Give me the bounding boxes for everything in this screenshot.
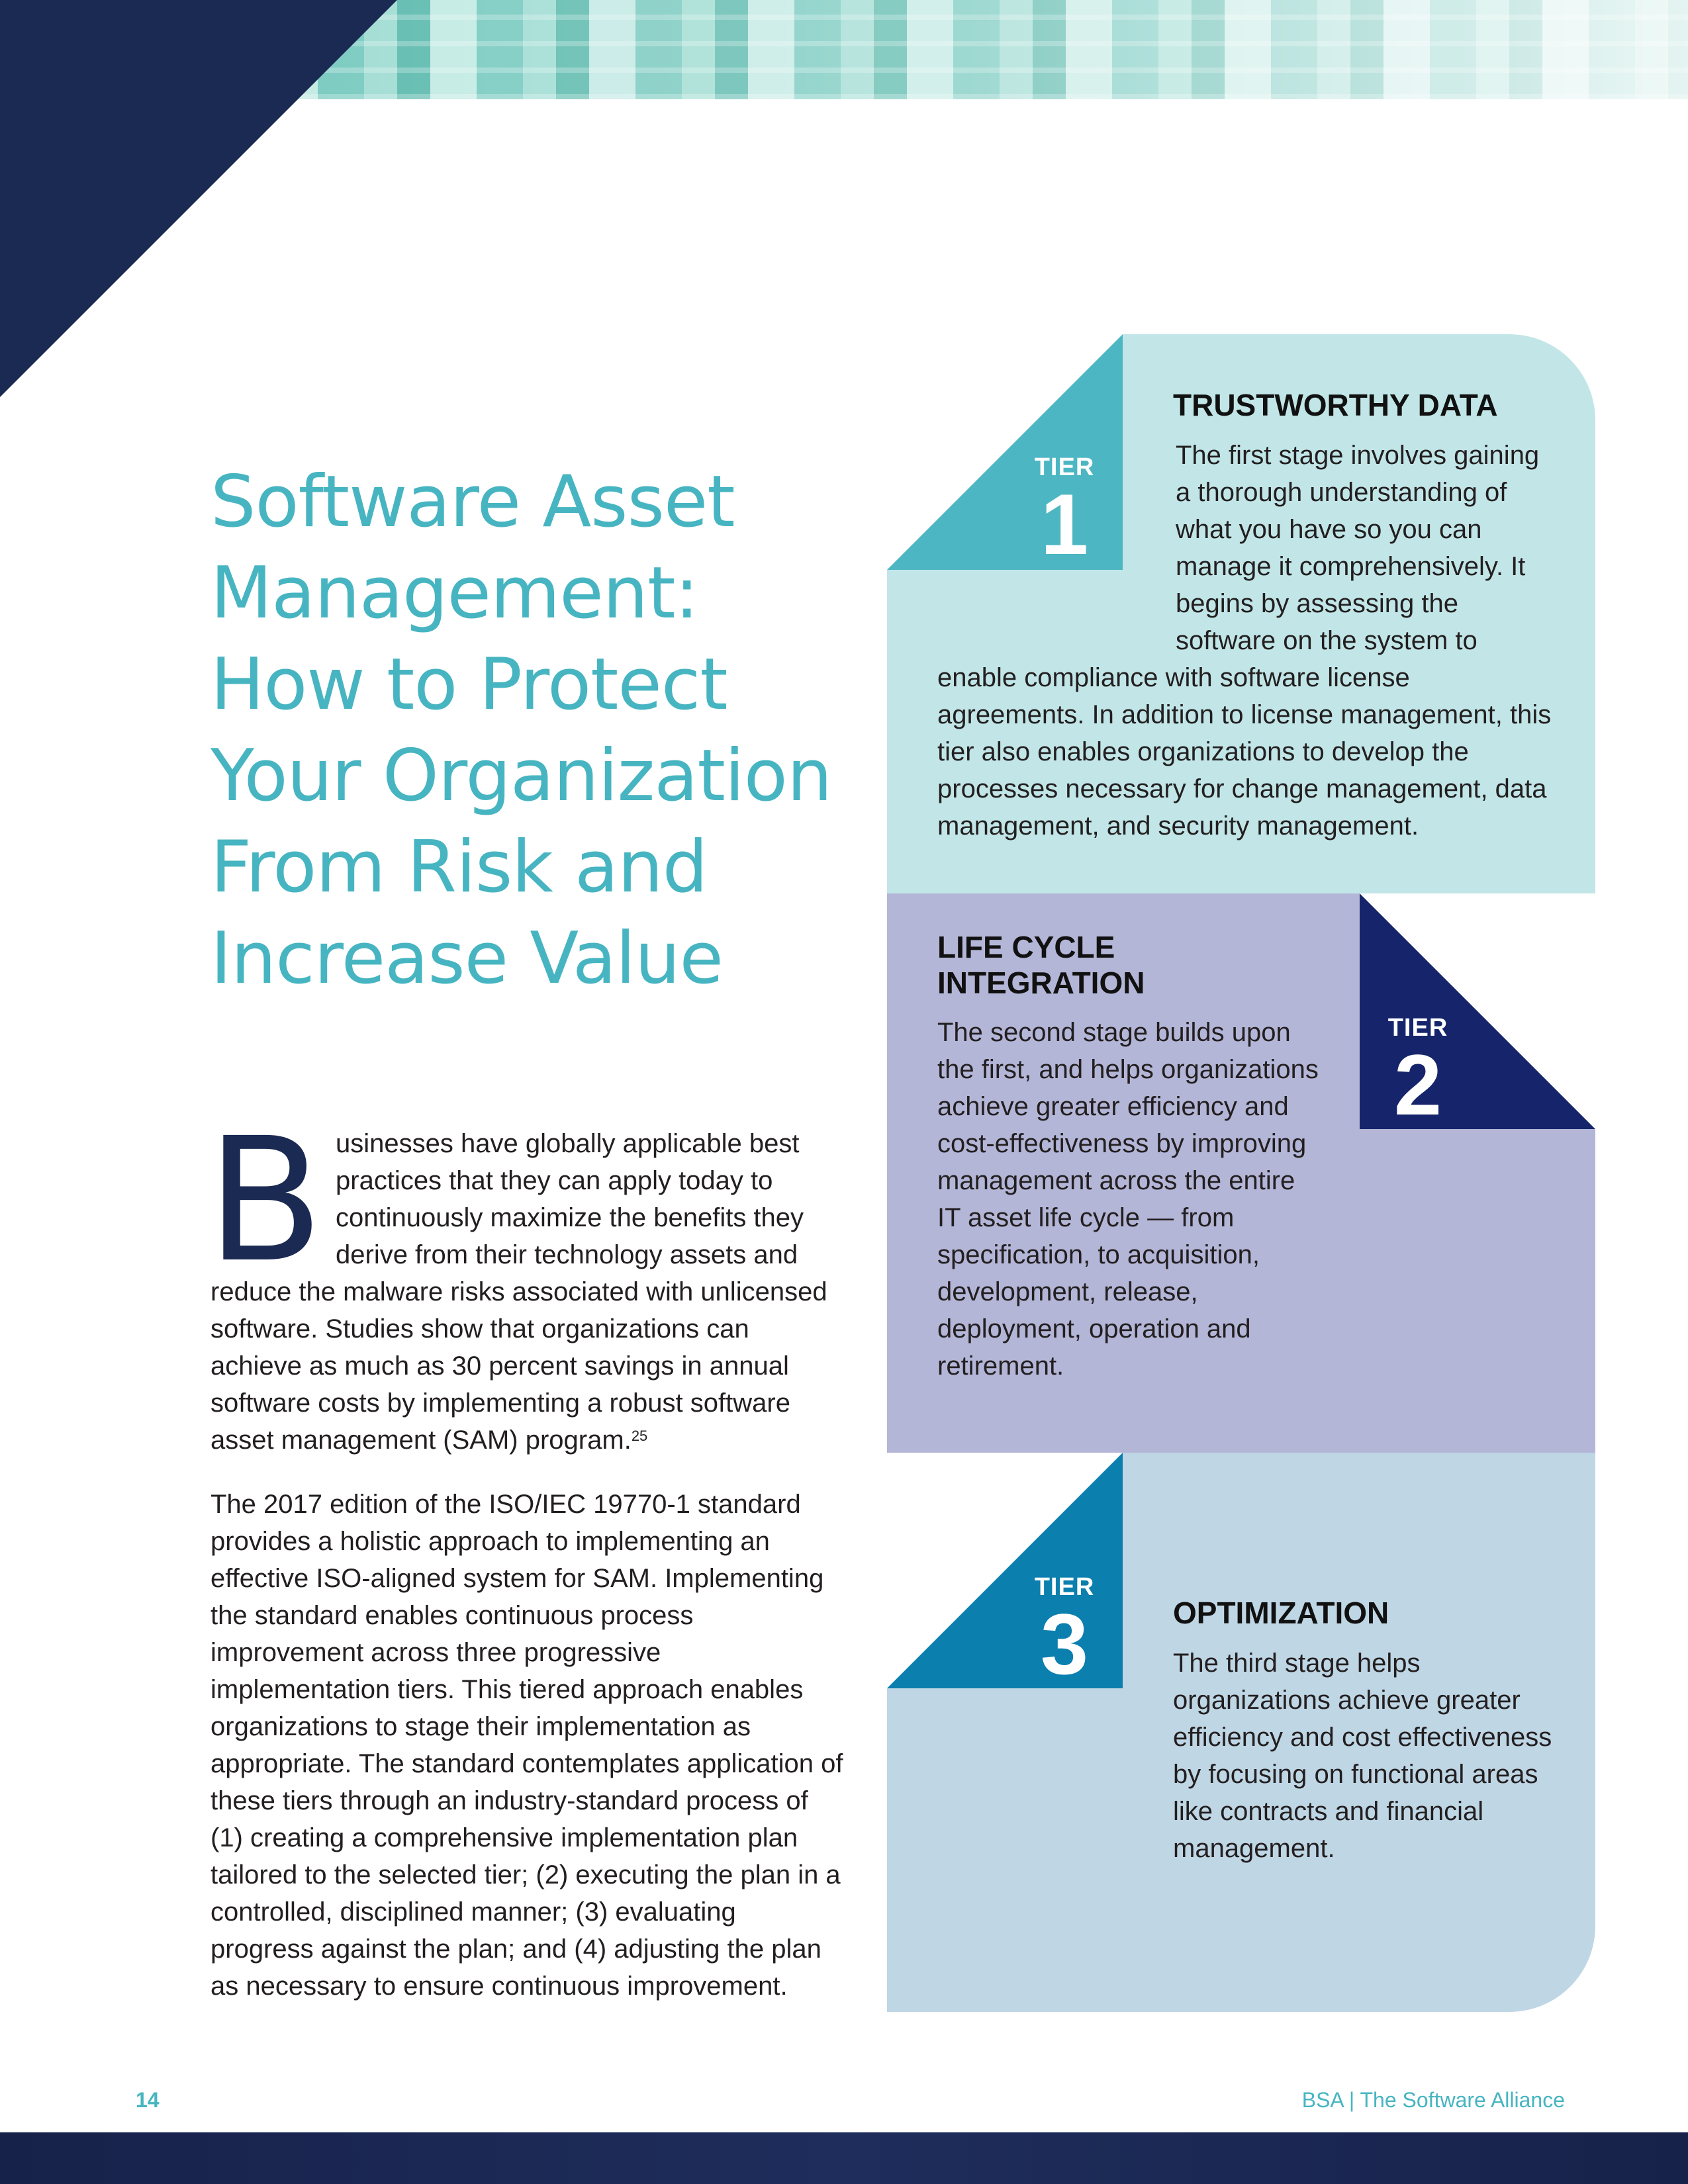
tier-3-panel	[887, 1453, 1595, 2012]
tier-3-number: 3	[1040, 1596, 1089, 1692]
tier-3-label: TIER	[1034, 1573, 1095, 1601]
title-line: Software Asset	[211, 461, 735, 543]
tier-1-panel	[887, 334, 1595, 893]
tier-1-body-text: The first stage involves gaining a thorough understanding of what you have so you can manage it comprehensively. It begins by assessing the software on the system to enable compliance with software license agreements. In addition to license management, this tier also enables organizations to develop the processes necessary for change management, data management, and security management.	[937, 441, 1552, 841]
tier-1-wrap-spacer	[937, 437, 1176, 629]
tier-2-label: TIER	[1387, 1014, 1448, 1042]
title-line: Your Organization	[211, 735, 832, 817]
title-line: How to Protect	[211, 643, 727, 726]
body-paragraph: The 2017 edition of the ISO/IEC 19770-1 standard provides a holistic approach to implementing an effective ISO-aligned system for SAM. Implementing the standard enables continuous process improvement across three progressive implementation tiers. This tiered approach enables organizations to stage their implementation as appropriate. The standard contemplates application of these tiers through an industry-standard process of (1) creating a comprehensive implementation plan tailored to the selected tier; (2) executing the plan in a controlled, disciplined manner; (3) evaluating progress against the plan; and (4) adjusting the plan as necessary to ensure continuous improvement.	[211, 1490, 843, 2001]
tier-1-heading: TRUSTWORTHY DATA	[1173, 388, 1498, 422]
footer-brand: BSA | The Software Alliance	[1301, 2088, 1565, 2112]
tier-1-body	[937, 437, 1553, 844]
drop-cap: B	[207, 1101, 324, 1300]
tier-2-heading: LIFE CYCLE INTEGRATION	[937, 930, 1145, 1000]
tier-2-panel	[887, 893, 1595, 1453]
intro-paragraph	[207, 1101, 846, 1459]
footnote-marker[interactable]: 25	[631, 1428, 648, 1444]
tier-3-body: The third stage helps organizations achieve greater efficiency and cost effectiveness by focusing on functional areas like contracts and financial management.	[1173, 1649, 1552, 1863]
page-number: 14	[136, 2088, 160, 2112]
intro-text: usinesses have globally applicable best practices that they can apply today to continuously maximize the benefits they derive from their technology assets and reduce the malware risks associated with unlicensed software. Studies show that organizations can achieve as much as 30 percent savings in annual software costs by implementing a robust software asset management (SAM) program.	[211, 1129, 827, 1455]
footer-band-decoration	[0, 2132, 1688, 2184]
tier-1-number: 1	[1040, 476, 1089, 572]
tier-2-number: 2	[1393, 1036, 1442, 1133]
title-line: Management:	[211, 552, 698, 635]
title-line: Increase Value	[211, 917, 723, 1000]
tier-2-body: The second stage builds upon the first, and helps organizations achieve greater efficiency and cost-effectiveness by improving management across the entire IT asset life cycle — from specification, to acquisition, development, release, deployment, operation and retirement.	[937, 1018, 1319, 1381]
corner-triangle-decoration	[0, 0, 397, 397]
tier-3-heading: OPTIMIZATION	[1173, 1596, 1389, 1630]
title-line: From Risk and	[211, 826, 708, 909]
page-title	[211, 457, 859, 1005]
tier-1-label: TIER	[1034, 453, 1095, 481]
